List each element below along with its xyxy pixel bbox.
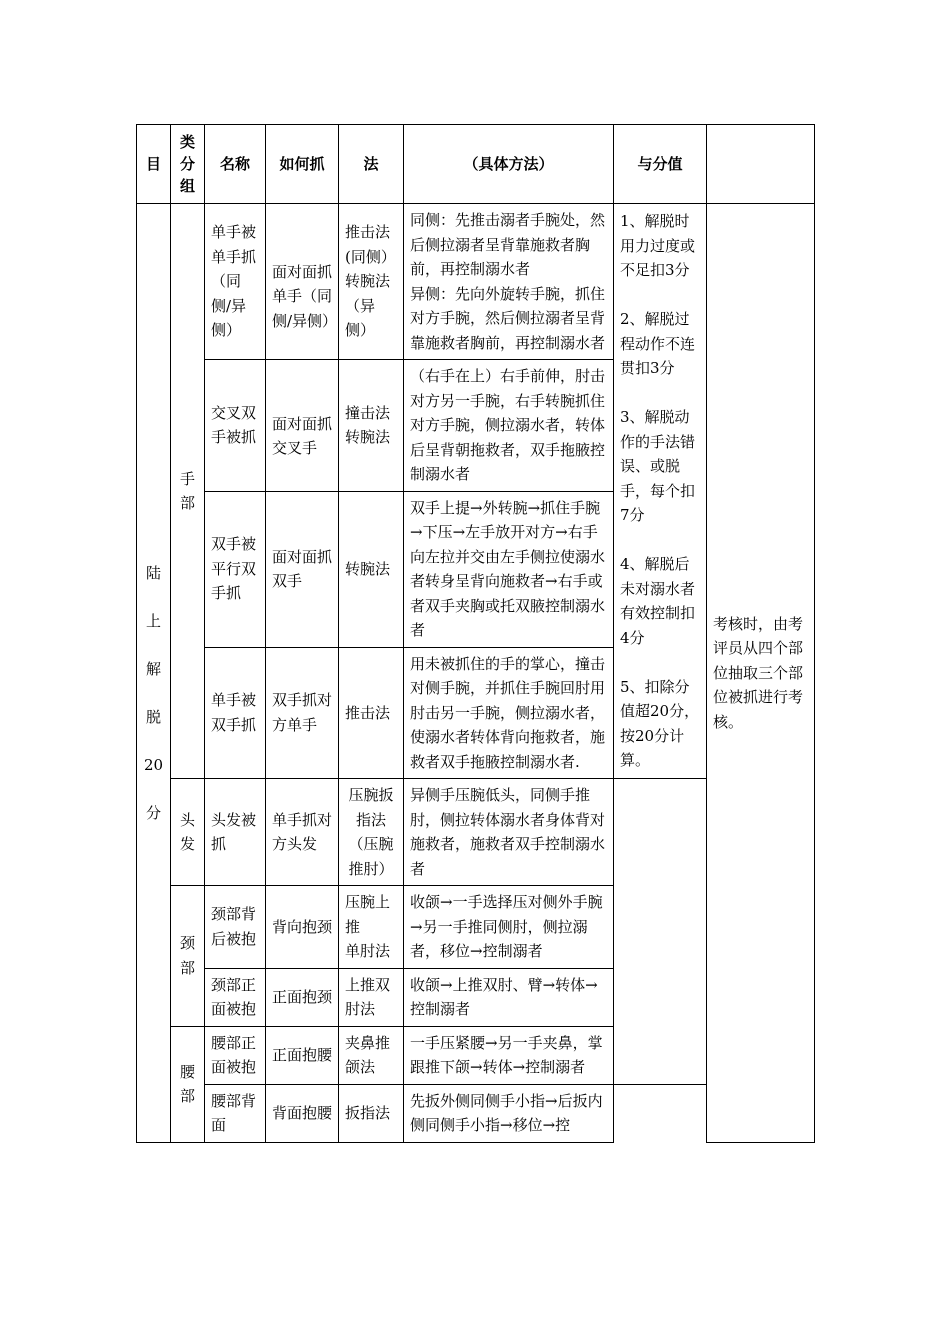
group-neck: 颈 部	[171, 886, 205, 1027]
row-name: 腰部正面被抱	[205, 1026, 266, 1084]
row-name: 头发被抓	[205, 779, 266, 886]
row-method: 压腕扳指法（压腕推肘）	[339, 779, 404, 886]
row-detail: 异侧手压腕低头，同侧手推肘，侧拉转体溺水者身体背对施救者，施救者双手控制溺水者	[404, 779, 614, 886]
row-name: 颈部背后被抱	[205, 886, 266, 969]
section-label: 陆 上 解 脱 20 分	[137, 204, 171, 1143]
row-method: 推击法	[339, 647, 404, 779]
header-method: 法	[339, 125, 404, 204]
header-row	[137, 125, 815, 204]
group-hand: 手 部	[171, 204, 205, 779]
header-remark	[707, 125, 815, 204]
assessment-remark: 考核时，由考评员从四个部位抽取三个部位被抓进行考核。	[707, 204, 815, 1143]
row-detail: 收颌→上推双肘、臂→转体→控制溺者	[404, 968, 614, 1026]
row-name: 腰部背面	[205, 1084, 266, 1142]
row-method: 撞击法转腕法	[339, 360, 404, 492]
table-row	[137, 204, 815, 360]
scoring-empty	[614, 779, 707, 1085]
rescue-assessment-table	[136, 124, 815, 1143]
header-name: 名称	[205, 125, 266, 204]
row-name: 颈部正面被抱	[205, 968, 266, 1026]
header-detail: （具体方法）	[404, 125, 614, 204]
group-hair: 头 发	[171, 779, 205, 886]
row-name: 单手被单手抓（同侧/异侧）	[205, 204, 266, 360]
header-scoring: 与分值	[614, 125, 707, 204]
row-how: 正面抱颈	[266, 968, 339, 1026]
row-how: 双手抓对方单手	[266, 647, 339, 779]
row-method: 推击法(同侧） 转腕法（异侧）	[339, 204, 404, 360]
row-how: 正面抱腰	[266, 1026, 339, 1084]
row-detail: 用未被抓住的手的掌心，撞击对侧手腕，并抓住手腕回肘用肘击另一手腕，侧拉溺水者，使溺水者转体背向拖救者，施救者双手拖腋控制溺水者.	[404, 647, 614, 779]
row-method: 上推双肘法	[339, 968, 404, 1026]
row-how: 背向抱颈	[266, 886, 339, 969]
row-how: 面对面抓交叉手	[266, 360, 339, 492]
row-how: 面对面抓双手	[266, 491, 339, 647]
scoring-rules: 1、解脱时用力过度或不足扣3分 2、解脱过程动作不连贯扣3分 3、解脱动作的手法错误、或脱手，每个扣7分 4、解脱后未对溺水者有效控制扣4分 5、扣除分值超20分，按20分计算。	[614, 204, 707, 779]
row-detail: 同侧：先推击溺者手腕处，然后侧拉溺者呈背靠施救者胸前，再控制溺水者 异侧：先向外旋转手腕，抓住对方手腕，然后侧拉溺者呈背靠施救者胸前，再控制溺水者	[404, 204, 614, 360]
row-detail: 一手压紧腰→另一手夹鼻，掌跟推下颌→转体→控制溺者	[404, 1026, 614, 1084]
header-how-grab: 如何抓	[266, 125, 339, 204]
row-how: 背面抱腰	[266, 1084, 339, 1142]
row-name: 单手被双手抓	[205, 647, 266, 779]
row-name: 双手被平行双手抓	[205, 491, 266, 647]
row-method: 转腕法	[339, 491, 404, 647]
header-item: 目	[137, 125, 171, 204]
row-detail: 双手上提→外转腕→抓住手腕→下压→左手放开对方→右手向左拉并交由左手侧拉使溺水者转身呈背向施救者→右手或者双手夹胸或托双腋控制溺水者	[404, 491, 614, 647]
row-detail: 收颌→一手选择压对侧外手腕→另一手推同侧肘，侧拉溺者，移位→控制溺者	[404, 886, 614, 969]
row-method: 夹鼻推颌法	[339, 1026, 404, 1084]
row-detail: 先扳外侧同侧手小指→后扳内侧同侧手小指→移位→控	[404, 1084, 614, 1142]
row-method: 扳指法	[339, 1084, 404, 1142]
row-name: 交叉双手被抓	[205, 360, 266, 492]
header-category: 类 分 组	[171, 125, 205, 204]
row-how: 面对面抓单手（同侧/异侧）	[266, 204, 339, 360]
row-method: 压腕上推 单肘法	[339, 886, 404, 969]
group-waist: 腰 部	[171, 1026, 205, 1142]
row-how: 单手抓对方头发	[266, 779, 339, 886]
row-detail: （右手在上）右手前伸，肘击对方另一手腕，右手转腕抓住对方手腕，侧拉溺水者，转体后呈背朝拖救者，双手拖腋控制溺水者	[404, 360, 614, 492]
